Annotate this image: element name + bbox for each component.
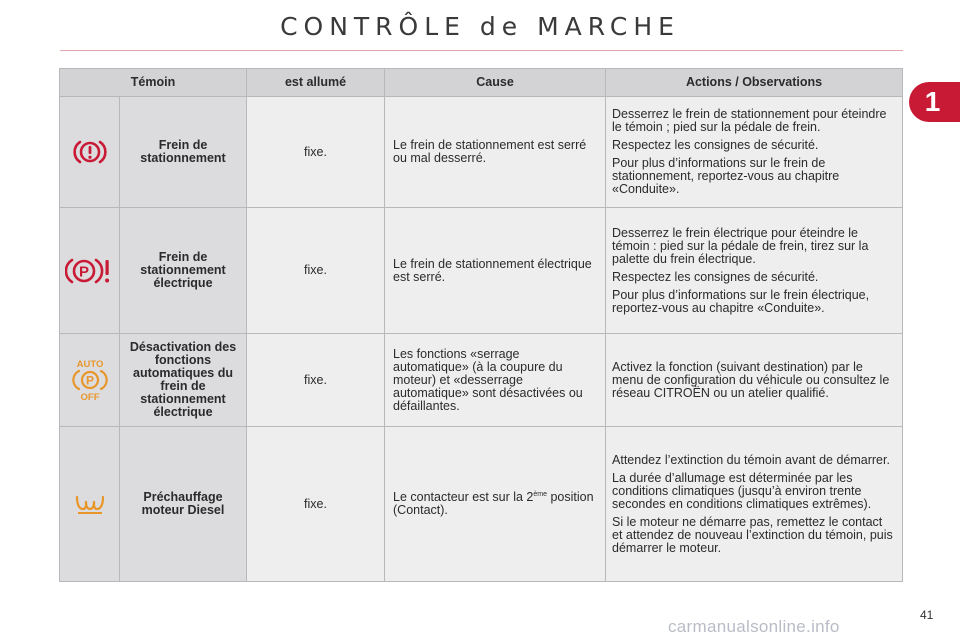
action-text: Desserrez le frein électrique pour éteindre le témoin : pied sur la pédale de frein, tirez sur la palette du frein électrique. <box>612 225 869 266</box>
icon-cell <box>60 427 120 582</box>
table-header-row <box>60 69 903 97</box>
title-rule <box>60 50 903 51</box>
action-text: Pour plus d’informations sur le frein électrique, reportez-vous au chapitre «Conduite». <box>612 287 870 315</box>
warning-cause: Les fonctions «serrage automatique» (à la coupure du moteur) et «desserrage automatique» sont désactivées ou défaillantes. <box>385 334 606 427</box>
warning-actions <box>606 334 903 427</box>
cause-superscript: ème <box>533 491 547 498</box>
svg-text:P: P <box>78 263 89 280</box>
warning-cause: Le frein de stationnement électrique est serré. <box>385 208 606 334</box>
warning-cause: Le frein de stationnement est serré ou mal desserré. <box>385 97 606 208</box>
header-est-allume: est allumé <box>247 69 385 97</box>
icon-cell <box>60 97 120 208</box>
header-temoin: Témoin <box>60 69 247 97</box>
warning-actions <box>606 97 903 208</box>
p-label: P <box>85 373 94 388</box>
action-text: Pour plus d’informations sur le frein de stationnement, reportez-vous au chapitre «Conduite». <box>612 156 840 196</box>
electric-parking-brake-icon <box>65 256 115 286</box>
warning-cause <box>385 427 606 582</box>
warning-name: Préchauffage moteur Diesel <box>120 427 247 582</box>
icon-cell <box>60 208 120 334</box>
warning-state: fixe. <box>247 427 385 582</box>
warning-lights-table <box>59 68 903 582</box>
warning-name: Frein de stationnement <box>120 97 247 208</box>
page-number: 41 <box>920 608 934 622</box>
action-text: La durée d’allumage est déterminée par les conditions climatiques (jusqu’à environ trente secondes en conditions climatiques extrêmes). <box>612 470 872 511</box>
action-text: Respectez les consignes de sécurité. <box>612 269 819 284</box>
warning-state: fixe. <box>247 97 385 208</box>
warning-actions <box>606 208 903 334</box>
page-title: CONTRÔLE de MARCHE <box>280 12 680 41</box>
header-actions: Actions / Observations <box>606 69 903 97</box>
auto-label: AUTO <box>76 359 103 370</box>
header-cause: Cause <box>385 69 606 97</box>
table-row <box>60 97 903 208</box>
action-text: Activez la fonction (suivant destination) par le menu de configuration du véhicule ou consultez le réseau CITROËN ou un atelier qualifié. <box>612 359 890 400</box>
cause-suffix: position (Contact). <box>393 490 594 517</box>
warning-actions <box>606 427 903 582</box>
diesel-preheat-icon <box>74 493 106 515</box>
warning-state: fixe. <box>247 334 385 427</box>
auto-parking-off-icon <box>70 358 110 402</box>
action-text: Respectez les consignes de sécurité. <box>612 138 819 152</box>
action-text: Desserrez le frein de stationnement pour éteindre le témoin ; pied sur la pédale de frein. <box>612 107 887 134</box>
icon-cell <box>60 334 120 427</box>
warning-name: Désactivation des fonctions automatiques du frein de stationnement électrique <box>120 334 247 427</box>
off-label: OFF <box>80 392 99 402</box>
chapter-tab[interactable] <box>909 82 960 122</box>
table-row <box>60 208 903 334</box>
table-row <box>60 427 903 582</box>
action-text: Attendez l’extinction du témoin avant de démarrer. <box>612 452 890 467</box>
action-text: Si le moteur ne démarre pas, remettez le contact et attendez de nouveau l’extinction du témoin, puis démarrer le moteur. <box>612 514 893 555</box>
chapter-number: 1 <box>924 86 941 117</box>
table-row <box>60 334 903 427</box>
watermark: carmanualsonline.info <box>668 617 840 636</box>
cause-prefix: Le contacteur est sur la 2 <box>393 490 534 504</box>
parking-brake-warning-icon <box>72 139 108 165</box>
warning-name: Frein de stationnement électrique <box>120 208 247 334</box>
warning-state: fixe. <box>247 208 385 334</box>
